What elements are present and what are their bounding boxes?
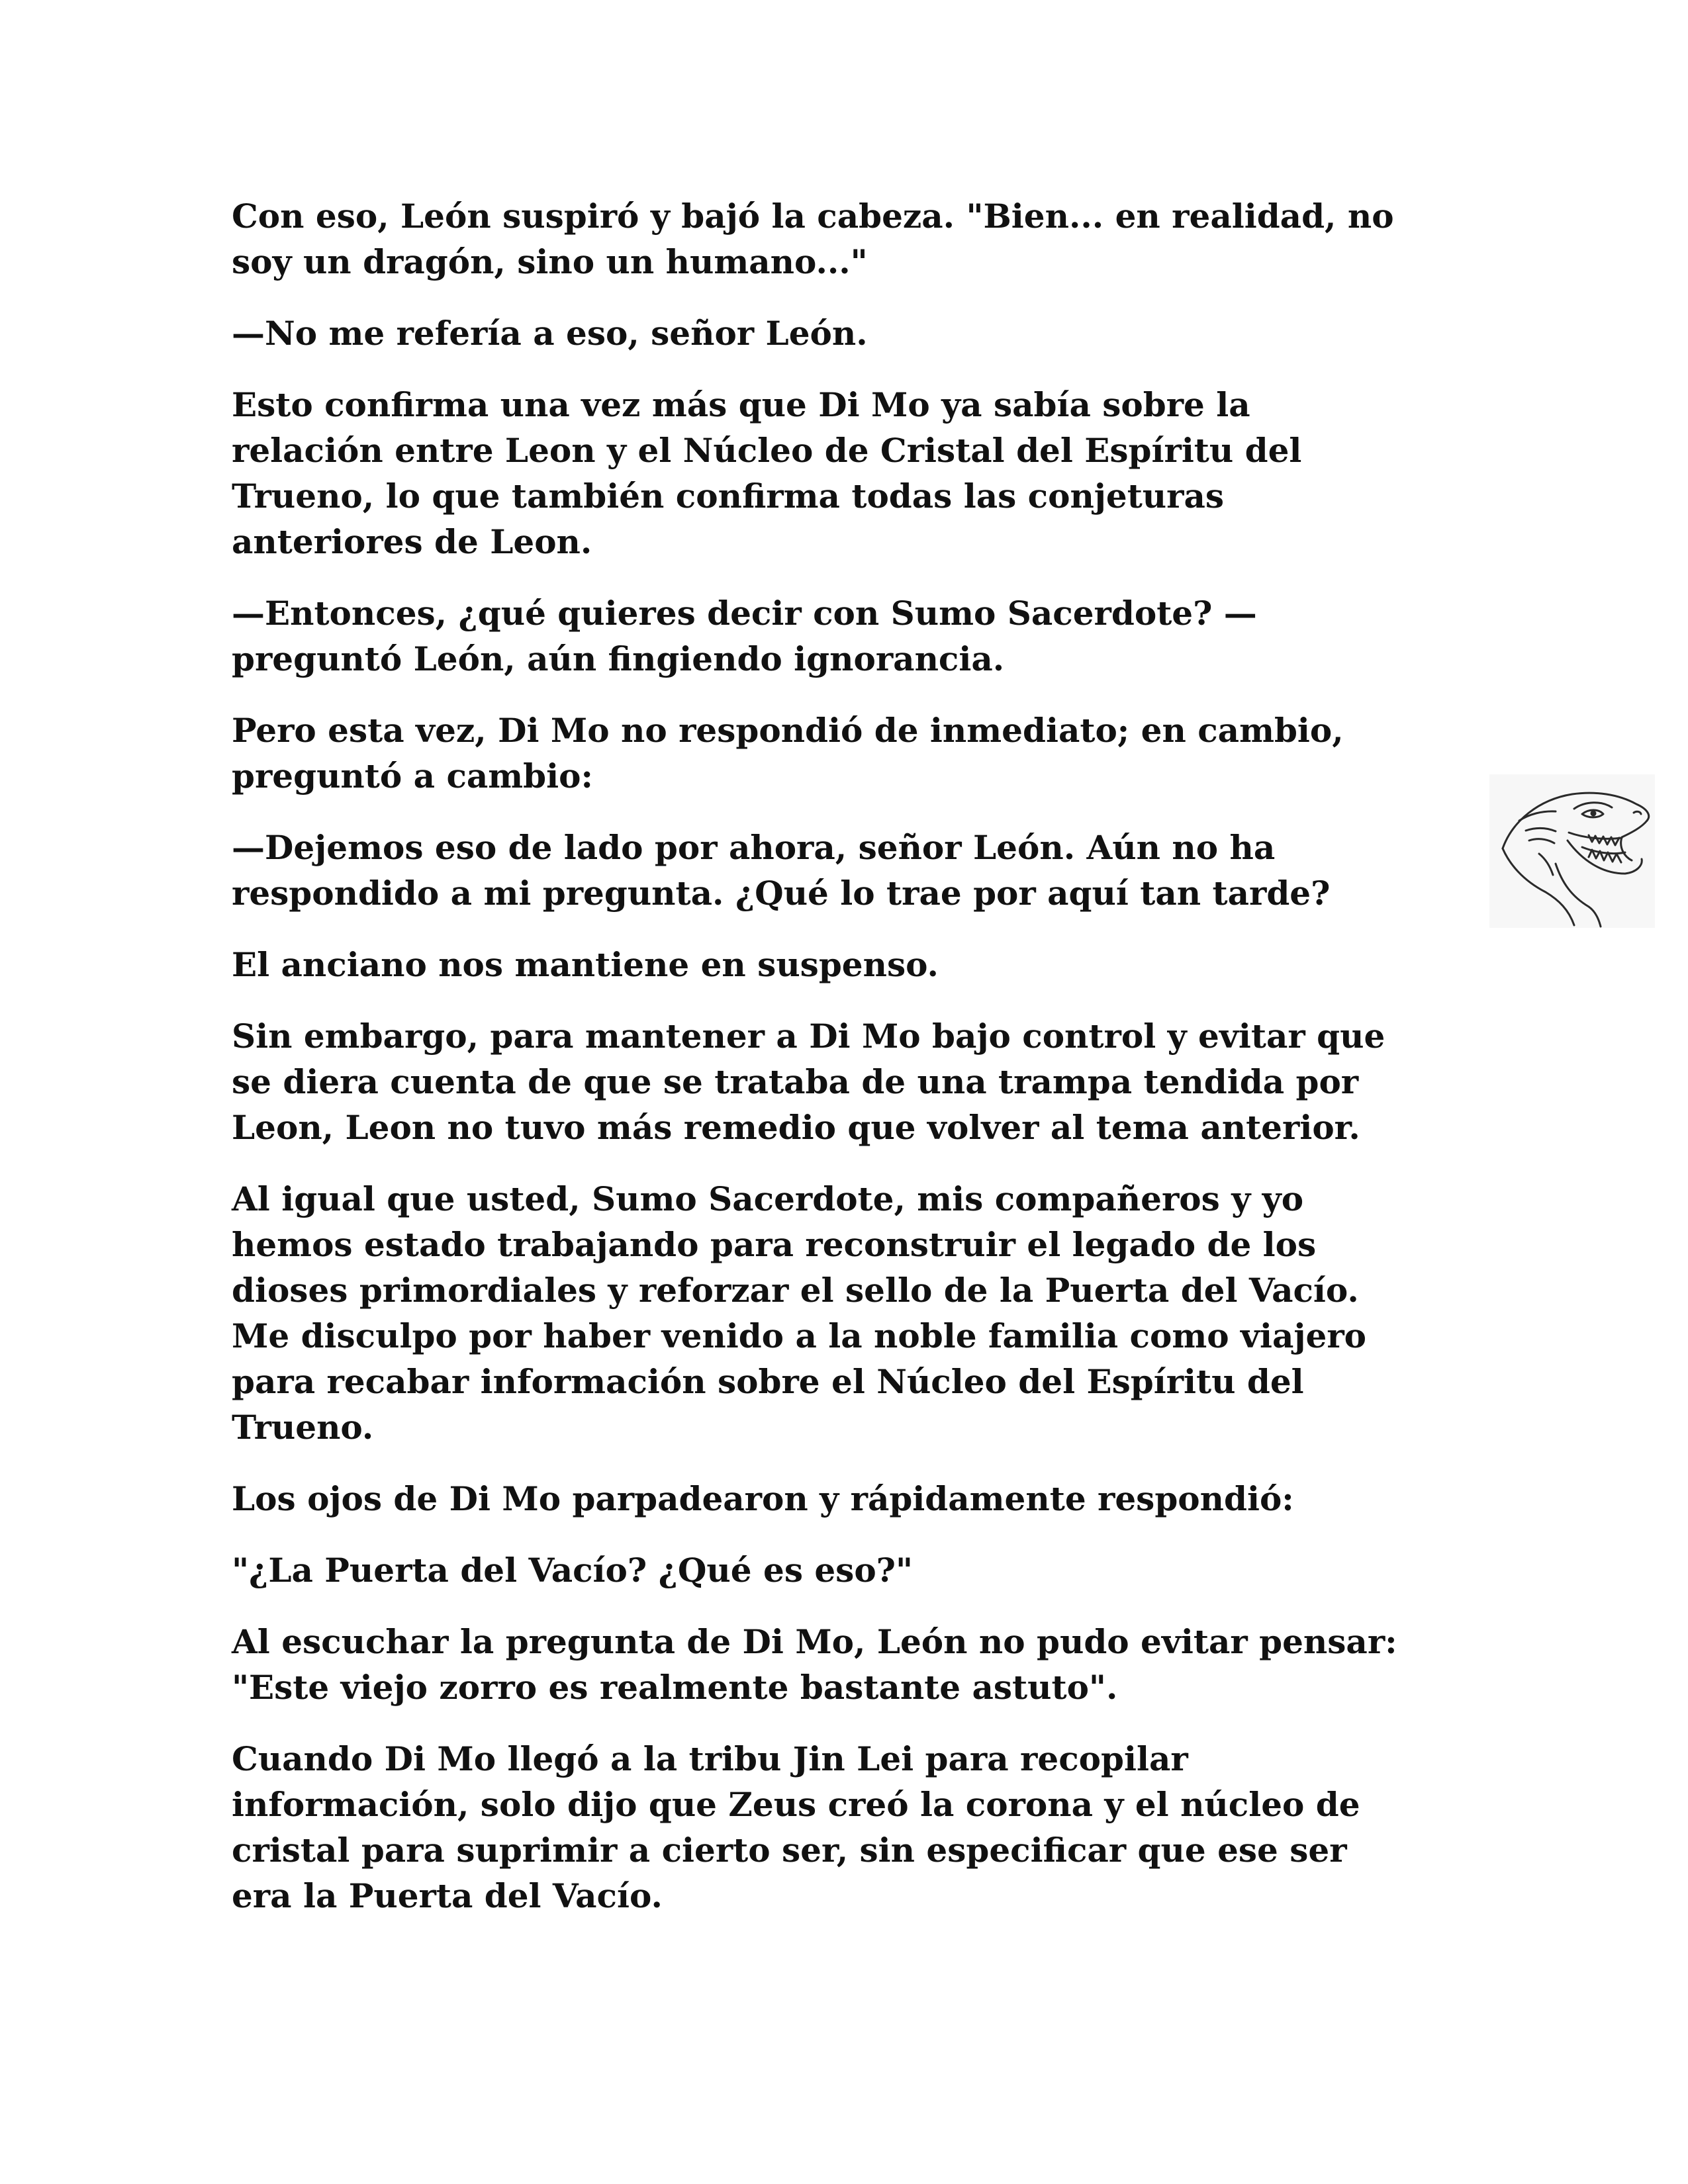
paragraph: Los ojos de Di Mo parpadearon y rápidamente respondió: xyxy=(232,1479,1294,1518)
paragraph: Sin embargo, para mantener a Di Mo bajo control y evitar que se diera cuenta de que se trataba de una trampa tendida por Leon, Leon no tuvo más remedio que volver al tema anterior. xyxy=(232,1017,1385,1147)
dinosaur-head-sketch-icon xyxy=(1489,774,1655,928)
paragraph: Pero esta vez, Di Mo no respondió de inmediato; en cambio, preguntó a cambio: xyxy=(232,711,1344,796)
paragraph: Al igual que usted, Sumo Sacerdote, mis compañeros y yo hemos estado trabajando para reconstruir el legado de los dioses primordiales y reforzar el sello de la Puerta del Vacío. Me disculpo por haber venido a la noble familia como viajero para recabar información sobre el Núcleo del Espíritu del Trueno. xyxy=(232,1179,1367,1447)
text-body xyxy=(232,193,1489,1944)
paragraph: Con eso, León suspiró y bajó la cabeza. "Bien... en realidad, no soy un dragón, sino un humano..." xyxy=(232,197,1394,281)
paragraph: —Entonces, ¿qué quieres decir con Sumo Sacerdote? — preguntó León, aún fingiendo ignorancia. xyxy=(232,594,1257,678)
paragraph: "¿La Puerta del Vacío? ¿Qué es eso?" xyxy=(232,1551,914,1590)
paragraph: Cuando Di Mo llegó a la tribu Jin Lei para recopilar información, solo dijo que Zeus creó la corona y el núcleo de cristal para suprimir a cierto ser, sin especificar que ese ser era la Puerta del Vacío. xyxy=(232,1739,1360,1915)
paragraph: —Dejemos eso de lado por ahora, señor León. Aún no ha respondido a mi pregunta. ¿Qué lo trae por aquí tan tarde? xyxy=(232,828,1331,913)
paragraph: Esto confirma una vez más que Di Mo ya sabía sobre la relación entre Leon y el Núcleo de Cristal del Espíritu del Trueno, lo que también confirma todas las conjeturas anteriores de Leon. xyxy=(232,385,1302,561)
paragraph: —No me refería a eso, señor León. xyxy=(232,314,868,353)
paragraph: El anciano nos mantiene en suspenso. xyxy=(232,945,939,984)
paragraph: Al escuchar la pregunta de Di Mo, León no pudo evitar pensar: "Este viejo zorro es realmente bastante astuto". xyxy=(232,1622,1397,1707)
